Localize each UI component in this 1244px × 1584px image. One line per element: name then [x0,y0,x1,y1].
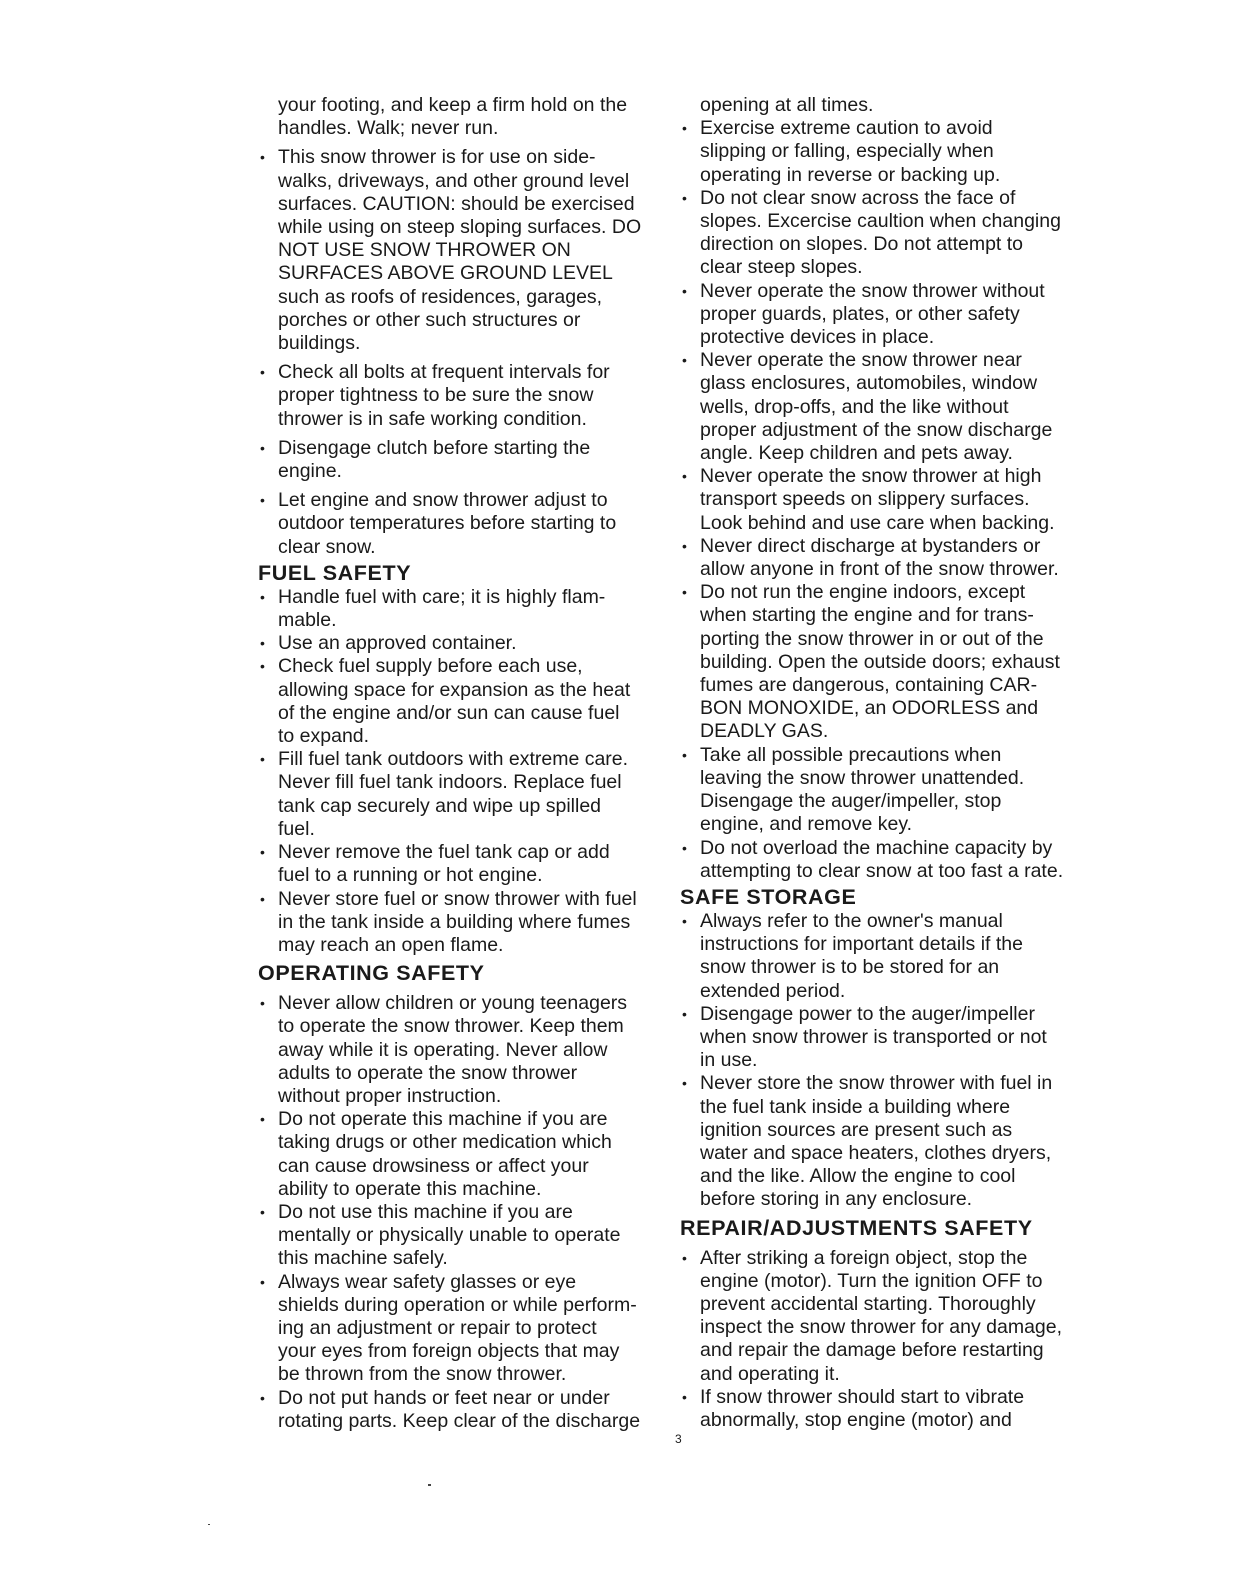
list-item: • Do not use this machine if you are mentally or physically unable to operate this machine safely. [258,1201,678,1271]
list-item: • Never allow children or young teenagers to operate the snow thrower. Keep them away while it is operating. Never allow adults to operate the snow thrower without proper instruction. [258,992,678,1108]
list-item: • Do not run the engine indoors, except when starting the engine and for trans- porting the snow thrower in or out of the building. Open the outside doors; exhaust fumes are dangerous, containing CAR- BON MONOXIDE, an ODORLESS and DEADLY GAS. [680,581,1100,743]
list-item: • Disengage clutch before starting the engine. [258,437,678,483]
safe-storage-list [680,910,1100,1212]
list-item: • Never store the snow thrower with fuel in the fuel tank inside a building where ignition sources are present such as water and space heaters, clothes dryers, and the like. Allow the engine to cool before storing in any enclosure. [680,1072,1100,1211]
list-item: • Take all possible precautions when leaving the snow thrower unattended. Disengage the auger/impeller, stop engine, and remove key. [680,744,1100,837]
list-item: • Disengage power to the auger/impeller when snow thrower is transported or not in use. [680,1003,1100,1073]
list-item: • Fill fuel tank outdoors with extreme care. Never fill fuel tank indoors. Replace fuel tank cap securely and wipe up spilled fuel. [258,748,678,841]
list-item: • Never direct discharge at bystanders or allow anyone in front of the snow thrower. [680,535,1100,581]
list-item: • Handle fuel with care; it is highly flam- mable. [258,586,678,632]
operating-safety-heading: OPERATING SAFETY [258,961,485,986]
list-item: • Use an approved container. [258,632,678,655]
list-item: • Do not put hands or feet near or under rotating parts. Keep clear of the discharge [258,1387,678,1433]
fuel-safety-list [258,586,678,957]
repair-adjustments-safety-heading: REPAIR/ADJUSTMENTS SAFETY [680,1215,1033,1240]
list-item: • Never operate the snow thrower at high transport speeds on slippery surfaces. Look behind and use care when backing. [680,465,1100,535]
intro-continuation-text: your footing, and keep a firm hold on the handles. Walk; never run. [278,94,628,140]
list-item: • Do not overload the machine capacity by attempting to clear snow at too fast a rate. [680,837,1100,883]
intro-list [258,146,678,558]
list-item: • Never operate the snow thrower near glass enclosures, automobiles, window wells, drop-offs, and the like without proper adjustment of the snow discharge angle. Keep children and pets away. [680,349,1100,465]
list-item: • Check all bolts at frequent intervals for proper tightness to be sure the snow thrower is in safe working condition. [258,361,678,431]
safe-storage-heading: SAFE STORAGE [680,884,857,909]
list-item: • Never store fuel or snow thrower with fuel in the tank inside a building where fumes may reach an open flame. [258,888,678,958]
list-item: • Let engine and snow thrower adjust to outdoor temperatures before starting to clear snow. [258,489,678,559]
list-item: • Do not operate this machine if you are taking drugs or other medication which can cause drowsiness or affect your ability to operate this machine. [258,1108,678,1201]
fuel-safety-heading: FUEL SAFETY [258,560,412,585]
repair-adjustments-safety-list [680,1247,1100,1433]
operating-safety-list-continued [680,117,1100,883]
page-number: 3 [675,1432,682,1446]
list-item: • Check fuel supply before each use, allowing space for expansion as the heat of the engine and/or sun can cause fuel to expand. [258,655,678,748]
list-item: • Always refer to the owner's manual instructions for important details if the snow thrower is to be stored for an extended period. [680,910,1100,1003]
scan-speck [428,1484,431,1486]
right-column [680,94,1100,1432]
left-column [258,94,678,1433]
operating-safety-list [258,992,678,1433]
operating-continuation-text: opening at all times. [700,94,874,116]
list-item: • This snow thrower is for use on side- walks, driveways, and other ground level surfaces. CAUTION: should be exercised while using on steep sloping surfaces. DO NOT USE SNOW THROWER ON SURFACES ABOVE GROUND LEVEL such as roofs of residences, garages, porches or other such structures or buildings. [258,146,678,355]
list-item: • Do not clear snow across the face of slopes. Excercise caultion when changing direction on slopes. Do not attempt to clear steep slopes. [680,187,1100,280]
list-item: • Always wear safety glasses or eye shields during operation or while perform- ing an adjustment or repair to protect your eyes from foreign objects that may be thrown from the snow thrower. [258,1271,678,1387]
scan-speck [208,1524,210,1525]
list-item: • Exercise extreme caution to avoid slipping or falling, especially when operating in reverse or backing up. [680,117,1100,187]
list-item: • If snow thrower should start to vibrate abnormally, stop engine (motor) and [680,1386,1100,1432]
list-item: • After striking a foreign object, stop the engine (motor). Turn the ignition OFF to prevent accidental starting. Thoroughly inspect the snow thrower for any damage, and repair the damage before restarting and operating it. [680,1247,1100,1386]
list-item: • Never remove the fuel tank cap or add fuel to a running or hot engine. [258,841,678,887]
list-item: • Never operate the snow thrower without proper guards, plates, or other safety protective devices in place. [680,280,1100,350]
